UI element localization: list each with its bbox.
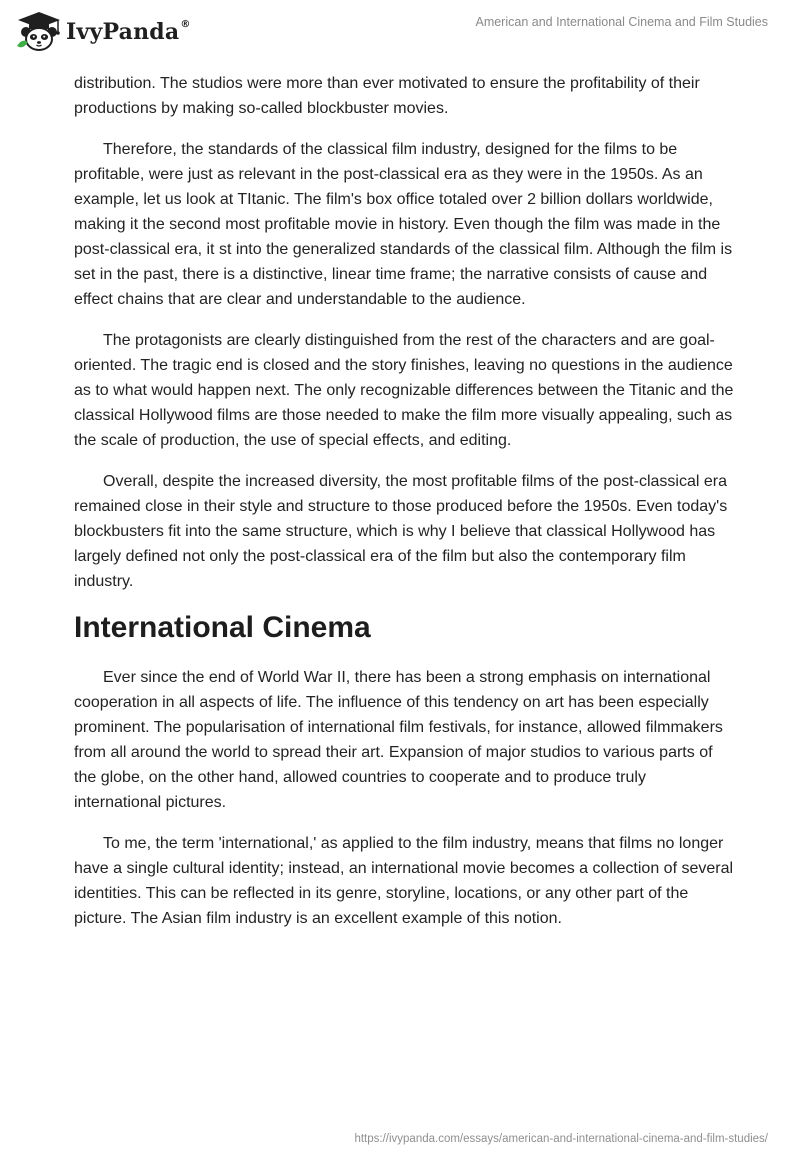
paragraph: The protagonists are clearly distinguished from the rest of the characters and are goal-oriented. The tragic end is closed and the story finishes, leaving no questions in the audience as to what would happen next. The only recognizable differences between the Titanic and the classical Hollywood films are those needed to make the film more visually appealing, such as the scale of production, the use of special effects, and editing. (74, 332, 734, 449)
paragraph: Therefore, the standards of the classical film industry, designed for the films to be profitable, were just as relevant in the post-classical era as they were in the 1950s. As an example, let us look at TItanic. The film's box office totaled over 2 billion dollars worldwide, making it the second most profitable movie in history. Even though the film was made in the post-classical era, it st into the generalized standards of the classical film. Although the film is set in the past, there is a distinctive, linear time frame; the narrative consists of cause and effect chains that are clear and understandable to the audience. (74, 141, 733, 308)
paragraph: To me, the term 'international,' as applied to the film industry, means that films no longer have a single cultural identity; instead, an international movie becomes a collection of several identities. This can be reflected in its genre, storyline, locations, or any other part of the picture. The Asian film industry is an excellent example of this notion. (74, 835, 734, 927)
registered-mark: ® (180, 18, 191, 30)
essay-body (74, 71, 734, 947)
document-title: American and International Cinema and Film Studies (475, 15, 768, 29)
panda-graduate-icon (14, 10, 64, 54)
paragraph: Overall, despite the increased diversity, the most profitable films of the post-classical era remained close in their style and structure to those produced before the 1950s. Even today's blockbusters fit into the same structure, which is why I believe that classical Hollywood has largely defined not only the post-classical era of the film but also the contemporary film industry. (74, 473, 728, 590)
section-heading: International Cinema (74, 611, 371, 644)
source-url-link[interactable]: https://ivypanda.com/essays/american-and-international-cinema-and-film-studies/ (354, 1133, 768, 1145)
page-header (0, 0, 800, 60)
brand-name: IvyPanda® (66, 18, 191, 45)
paragraph: Ever since the end of World War II, there has been a strong emphasis on international cooperation in all aspects of life. The influence of this tendency on art has been especially prominent. The popularisation of international film festivals, for instance, allowed filmmakers from all around the world to spread their art. Expansion of major studios to various parts of the globe, on the other hand, allowed countries to cooperate and to produce truly international pictures. (74, 669, 723, 811)
paragraph: distribution. The studios were more than ever motivated to ensure the profitability of their productions by making so-called blockbuster movies. (74, 75, 700, 117)
ivypanda-logo[interactable] (14, 10, 191, 54)
